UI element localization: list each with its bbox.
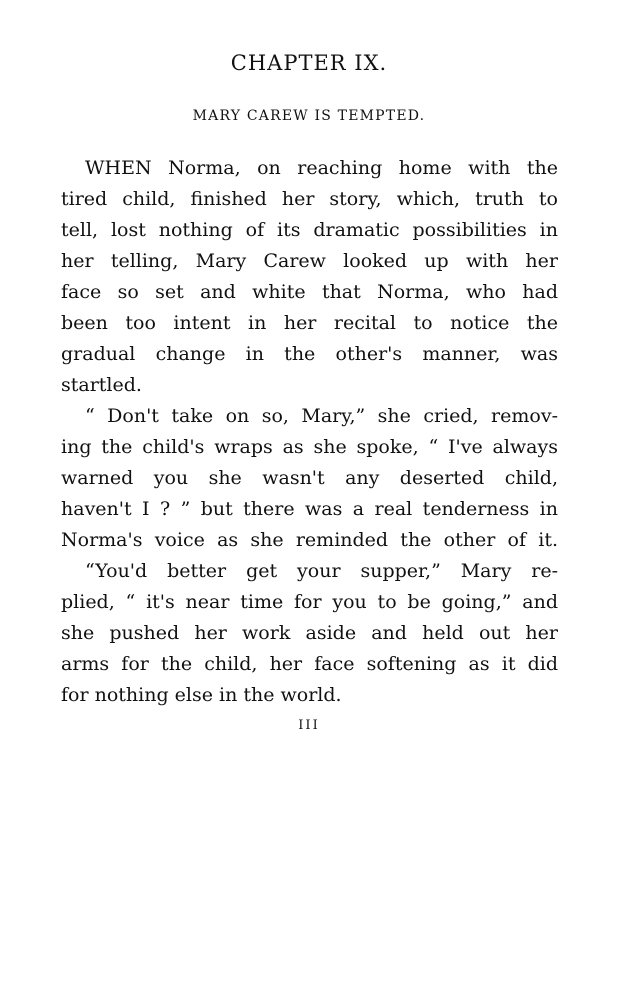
text-line: plied, “ it's near time for you to be going,” and bbox=[61, 591, 558, 613]
text-line: been too intent in her recital to notice the bbox=[61, 312, 558, 334]
text-line: haven't I ? ” but there was a real tenderness in bbox=[61, 498, 558, 520]
text-line: arms for the child, her face softening as it did bbox=[61, 653, 558, 675]
text-line: startled. bbox=[61, 374, 142, 396]
text-line: face so set and white that Norma, who had bbox=[61, 281, 558, 303]
chapter-title: CHAPTER IX. bbox=[230, 51, 388, 75]
text-line: her telling, Mary Carew looked up with her bbox=[61, 250, 558, 272]
body-text bbox=[61, 153, 558, 711]
text-line: “ Don't take on so, Mary,” she cried, remov- bbox=[85, 405, 558, 427]
paragraph-3 bbox=[61, 556, 558, 711]
text-line: warned you she wasn't any deserted child, bbox=[61, 467, 558, 489]
text-line: “You'd better get your supper,” Mary re- bbox=[85, 560, 558, 582]
chapter-subtitle: MARY CAREW IS TEMPTED. bbox=[192, 108, 426, 124]
text-line: WHEN Norma, on reaching home with the bbox=[85, 157, 558, 179]
text-line: tell, lost nothing of its dramatic possibilities in bbox=[61, 219, 558, 241]
text-line: she pushed her work aside and held out her bbox=[61, 622, 558, 644]
page-number: III bbox=[298, 718, 320, 733]
text-line: Norma's voice as she reminded the other of it. bbox=[61, 529, 558, 551]
paragraph-1 bbox=[61, 153, 558, 401]
text-line: tired child, finished her story, which, truth to bbox=[61, 188, 558, 210]
text-line: gradual change in the other's manner, was bbox=[61, 343, 558, 365]
paragraph-2 bbox=[61, 401, 558, 556]
text-line: ing the child's wraps as she spoke, “ I've always bbox=[61, 436, 558, 458]
text-line: for nothing else in the world. bbox=[61, 684, 342, 706]
